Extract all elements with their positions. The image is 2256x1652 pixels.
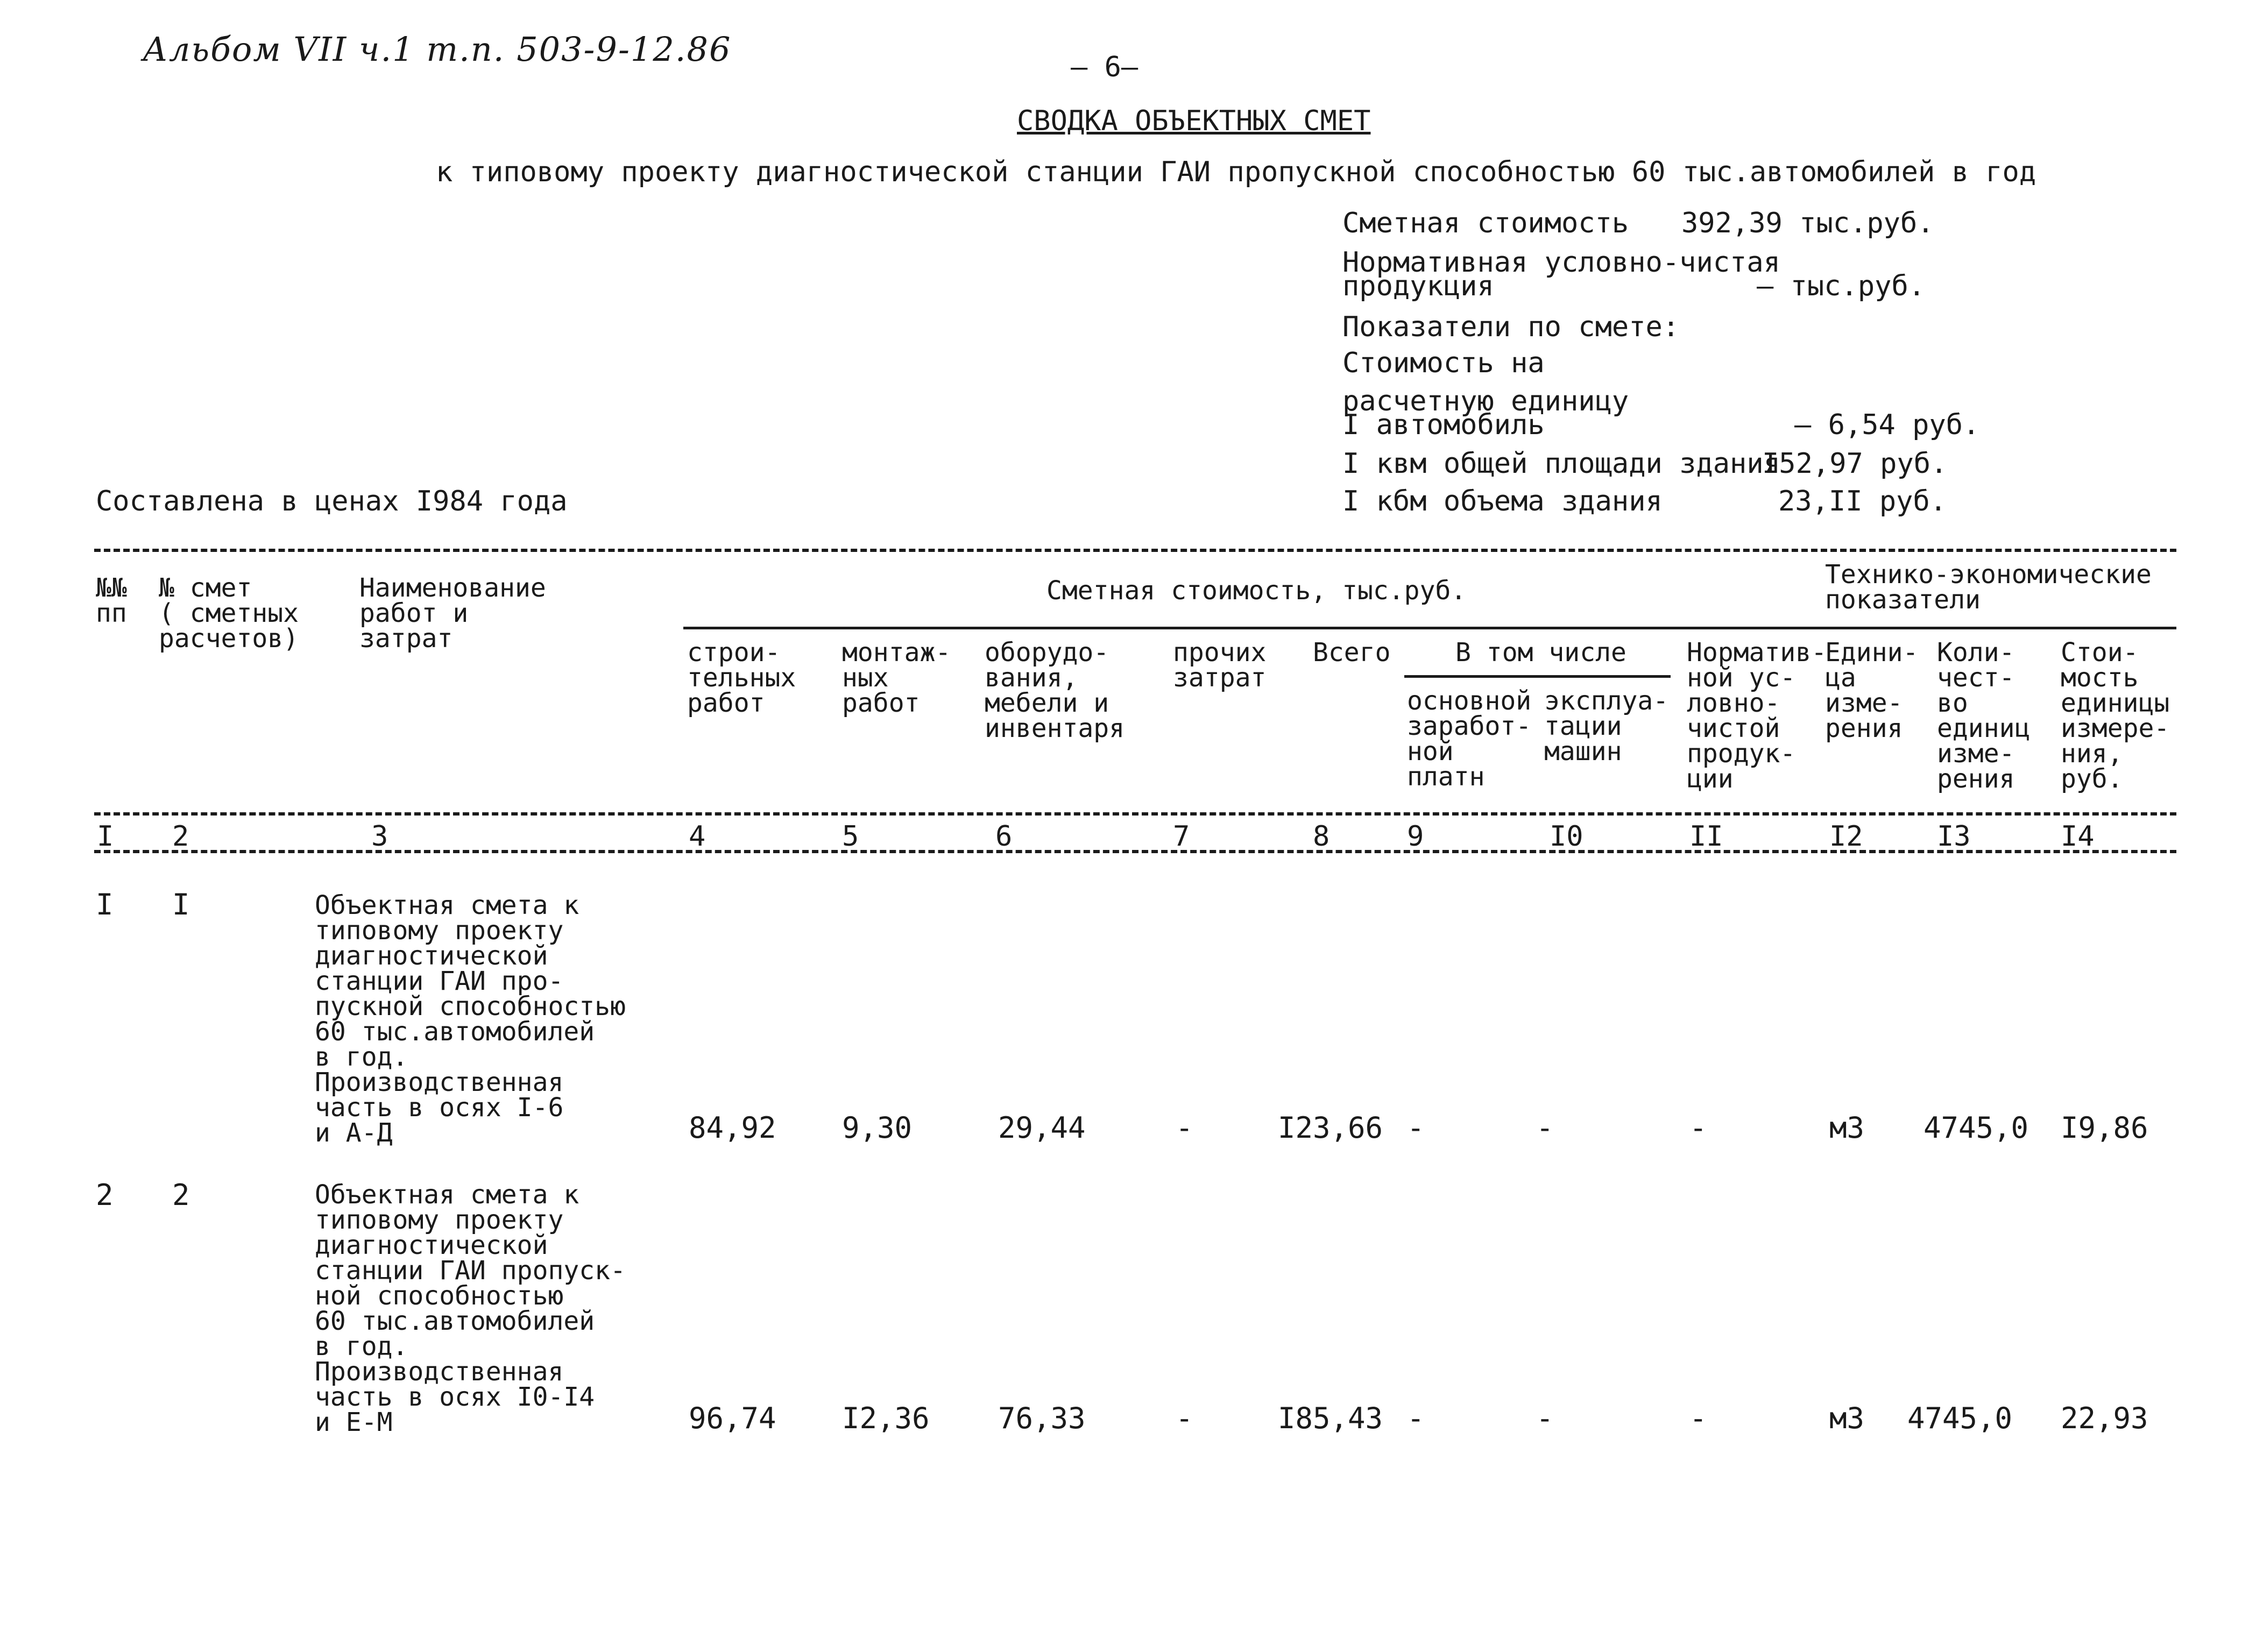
- row1-name: Объектная смета к типовому проекту диагностической станции ГАИ про- пускной способностью 60 тыс.автомобилей в год. Производственная часть в осях I-6 и А-Д: [315, 890, 626, 1148]
- row1-normative: -: [1689, 1111, 1707, 1145]
- row2-normative: -: [1689, 1401, 1707, 1435]
- col-header-other: прочих затрат: [1173, 637, 1267, 693]
- estimated-cost-label: Сметная стоимость: [1342, 207, 1629, 239]
- tech-group-header: Технико-экономические показатели: [1825, 559, 2152, 615]
- col-number: 3: [371, 820, 388, 853]
- col-numbers-rule: [94, 850, 2176, 853]
- row2-unit-cost: 22,93: [2061, 1401, 2148, 1435]
- row2-machines: -: [1536, 1401, 1554, 1435]
- col-number: I: [97, 820, 114, 853]
- cost-group-header: Сметная стоимость, тыс.руб.: [1046, 576, 1467, 606]
- handwritten-album-reference: Альбом VII ч.1 т.п. 503-9-12.86: [143, 30, 732, 69]
- prices-note: Составлена в ценах I984 года: [96, 485, 568, 517]
- per-sqm-value: I52,97 руб.: [1762, 448, 1948, 480]
- col-header-estimate-no: № смет ( сметных расчетов): [159, 573, 299, 654]
- document-title: СВОДКА ОБЪЕКТНЫХ СМЕТ: [1017, 105, 1371, 137]
- row2-total: I85,43: [1278, 1401, 1383, 1435]
- table-top-rule: [94, 549, 2176, 552]
- row1-quantity: 4745,0: [1923, 1111, 2029, 1145]
- col-header-unit-cost: Стои- мость единицы измере- ния, руб.: [2061, 637, 2170, 794]
- per-cbm-value: 23,II руб.: [1778, 485, 1947, 517]
- row2-no: 2: [96, 1178, 114, 1212]
- col-number: 7: [1173, 820, 1190, 853]
- col-number: 6: [995, 820, 1013, 853]
- col-header-total: Всего: [1313, 637, 1391, 668]
- normative-product-value: – тыс.руб.: [1757, 270, 1926, 302]
- per-car-label: I автомобиль: [1342, 409, 1545, 441]
- col-header-installation: монтаж- ных работ: [842, 637, 951, 718]
- incl-group-header: В том числе: [1455, 637, 1626, 668]
- cost-group-rule: [683, 627, 2176, 629]
- per-cbm-label: I кбм объема здания: [1342, 485, 1663, 517]
- row2-unit: м3: [1829, 1401, 1865, 1435]
- col-number: I2: [1829, 820, 1863, 853]
- col-number: 8: [1313, 820, 1330, 853]
- page-number: — 6–: [1071, 51, 1138, 83]
- row1-construction: 84,92: [689, 1111, 776, 1145]
- col-number: 2: [172, 820, 189, 853]
- unit-cost-label-1: Стоимость на: [1342, 347, 1545, 379]
- header-bottom-rule: [94, 812, 2176, 816]
- incl-group-rule: [1404, 675, 1671, 678]
- col-header-wages: основной заработ- ной платн: [1407, 686, 1532, 792]
- row2-installation: I2,36: [842, 1401, 930, 1435]
- row1-unit: м3: [1829, 1111, 1865, 1145]
- normative-product-label-2: продукция: [1342, 270, 1494, 302]
- unit-cost-label-2: расчетную единицу: [1342, 385, 1629, 417]
- row1-installation: 9,30: [842, 1111, 913, 1145]
- col-header-name: Наименование работ и затрат: [359, 573, 546, 654]
- row2-estimate: 2: [172, 1178, 190, 1212]
- col-number: 5: [842, 820, 859, 853]
- row2-wages: -: [1407, 1401, 1425, 1435]
- row2-other: -: [1176, 1401, 1193, 1435]
- row2-equipment: 76,33: [998, 1401, 1086, 1435]
- estimated-cost-value: 392,39 тыс.руб.: [1681, 207, 1934, 239]
- row1-wages: -: [1407, 1111, 1425, 1145]
- col-number: 4: [689, 820, 706, 853]
- row2-name: Объектная смета к типовому проекту диагностической станции ГАИ пропуск- ной способностью 60 тыс.автомобилей в год. Производственная часть в осях I0-I4 и Е-М: [315, 1180, 626, 1437]
- col-number: I3: [1937, 820, 1971, 853]
- row1-no: I: [96, 888, 114, 921]
- row1-unit-cost: I9,86: [2061, 1111, 2148, 1145]
- per-car-value: – 6,54 руб.: [1794, 409, 1980, 441]
- col-header-normative: Норматив- ной ус- ловно- чистой продук- ции: [1687, 637, 1827, 794]
- col-number: I4: [2061, 820, 2095, 853]
- col-number: II: [1689, 820, 1723, 853]
- normative-product-label-1: Нормативная условно-чистая: [1342, 246, 1780, 279]
- col-header-quantity: Коли- чест- во единиц изме- рения: [1937, 637, 2031, 794]
- col-header-unit: Едини- ца изме- рения: [1825, 637, 1919, 743]
- col-header-machines: эксплуа- тации машин: [1544, 686, 1669, 767]
- row1-other: -: [1176, 1111, 1193, 1145]
- col-number: 9: [1407, 820, 1424, 853]
- row2-construction: 96,74: [689, 1401, 776, 1435]
- col-header-construction: строи- тельных работ: [687, 637, 796, 718]
- row1-machines: -: [1536, 1111, 1554, 1145]
- indicators-label: Показатели по смете:: [1342, 311, 1680, 343]
- row1-estimate: I: [172, 888, 190, 921]
- row1-total: I23,66: [1278, 1111, 1383, 1145]
- col-header-no: №№ пп: [96, 573, 127, 628]
- per-sqm-label: I квм общей площади здания: [1342, 448, 1780, 480]
- col-number: I0: [1550, 820, 1583, 853]
- row1-equipment: 29,44: [998, 1111, 1086, 1145]
- col-header-equipment: оборудо- вания, мебели и инвентаря: [985, 637, 1125, 743]
- document-subtitle: к типовому проекту диагностической станции ГАИ пропускной способностью 60 тыс.автомобилей в год: [436, 156, 2036, 188]
- row2-quantity: 4745,0: [1907, 1401, 2013, 1435]
